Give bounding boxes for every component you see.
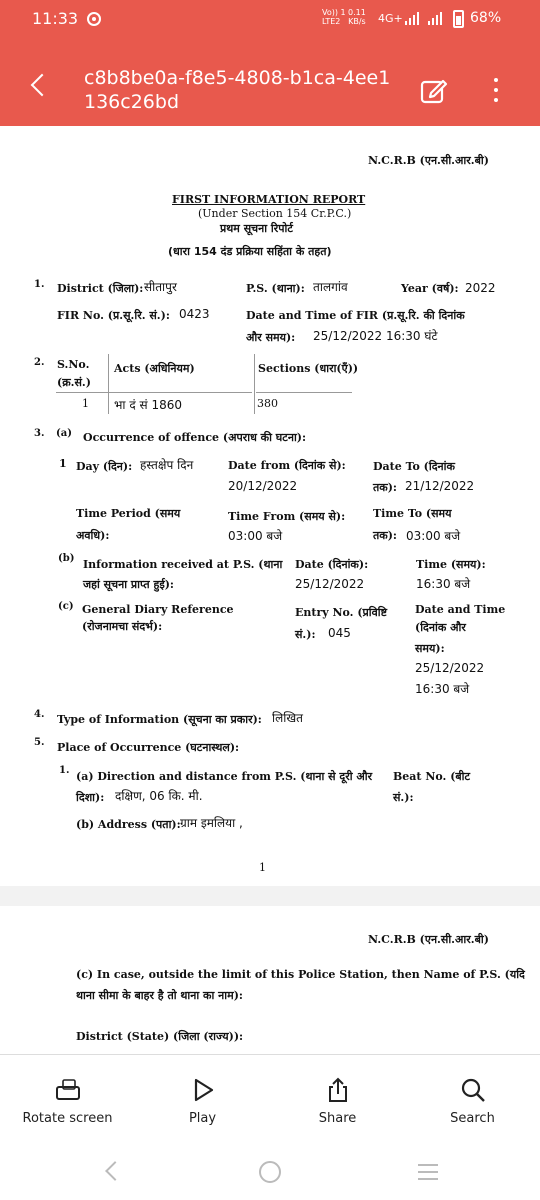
- battery-percent: 68%: [470, 10, 502, 26]
- district-state-label: District (State) (जिला (राज्य)):: [76, 1030, 244, 1043]
- volte-label: Vo)) 1: [322, 8, 346, 17]
- battery-icon: [453, 10, 464, 28]
- section-3b-label: (b): [58, 553, 75, 564]
- date-to-value: 21/12/2022: [405, 479, 475, 493]
- section-3-number: 3.: [34, 428, 45, 439]
- document-page-1: [0, 126, 540, 886]
- date-from-value: 20/12/2022: [228, 479, 298, 493]
- page-number: 1: [259, 861, 266, 874]
- direction-value: दक्षिण, 06 कि. मी.: [115, 789, 203, 803]
- table-divider: [56, 392, 252, 393]
- info-received-label-2: जहां सूचना प्राप्त हुई):: [83, 578, 174, 591]
- address-value: ग्राम इमलिया ,: [180, 816, 243, 830]
- occurrence-row-number: 1: [59, 457, 67, 470]
- table-divider: [256, 392, 352, 393]
- place-row-number: 1.: [59, 765, 70, 776]
- time-from-value: 03:00 बजे: [228, 529, 283, 543]
- play-label: Play: [188, 1111, 217, 1126]
- date-to-label-2: तक):: [373, 481, 397, 494]
- rotate-screen-button[interactable]: [0, 1055, 135, 1145]
- edit-icon[interactable]: [420, 76, 448, 104]
- more-vert-icon[interactable]: [494, 78, 500, 104]
- rotate-screen-label: Rotate screen: [22, 1111, 113, 1126]
- ps-value: तालगांव: [313, 280, 348, 294]
- document-title: c8b8be0a-f8e5-4808-b1ca-4ee1 136c26bd: [84, 67, 391, 113]
- document-viewer[interactable]: [0, 126, 540, 1054]
- fir-title: FIRST INFORMATION REPORT: [172, 193, 366, 206]
- acts-row-sno: 1: [82, 397, 89, 410]
- table-divider: [254, 354, 255, 414]
- fir-subtitle: (Under Section 154 Cr.P.C.): [198, 207, 352, 220]
- share-label: Share: [318, 1111, 357, 1126]
- network-speed: [348, 8, 366, 26]
- fir-datetime-label-2: और समय):: [246, 331, 296, 344]
- nav-recents-icon[interactable]: [418, 1164, 438, 1185]
- search-button[interactable]: [405, 1055, 540, 1145]
- play-button[interactable]: [135, 1055, 270, 1145]
- speed-value: 0.11: [348, 8, 366, 17]
- status-time: 11:33: [32, 9, 79, 28]
- bottom-action-bar: [0, 1054, 540, 1144]
- entry-no-value: 045: [328, 626, 351, 640]
- info-time-label: Time (समय):: [416, 558, 486, 571]
- volte-indicator: [322, 8, 346, 26]
- date-from-label: Date from (दिनांक से):: [228, 459, 346, 472]
- info-type-value: लिखित: [272, 711, 304, 725]
- play-icon: [190, 1077, 216, 1103]
- sno-label-hindi: (क्र.सं.): [57, 376, 91, 389]
- gd-reference-label-2: (रोजनामचा संदर्भ):: [82, 620, 163, 633]
- entry-no-label: Entry No. (प्रविष्टि: [295, 606, 388, 619]
- document-page-2: [0, 906, 540, 1054]
- chrome-icon: [87, 12, 101, 26]
- fir-title-hindi: प्रथम सूचना रिपोर्ट: [220, 222, 293, 235]
- acts-row-act: भा दं सं 1860: [114, 398, 183, 412]
- share-button[interactable]: [270, 1055, 405, 1145]
- acts-row-section: 380: [257, 397, 278, 410]
- sections-label: Sections (धारा(एँ)): [258, 362, 359, 375]
- time-to-label-2: तक):: [373, 529, 397, 542]
- time-from-label: Time From (समय से):: [228, 510, 346, 523]
- fir-subtitle-hindi: (धारा 154 दंड प्रक्रिया सहिंता के तहत): [168, 245, 332, 258]
- place-label: Place of Occurrence (घटनास्थल):: [57, 741, 240, 754]
- day-label: Day (दिन):: [76, 460, 133, 473]
- entry-no-label-2: सं.):: [295, 628, 316, 641]
- fir-datetime-value: 25/12/2022 16:30 घंटे: [313, 329, 438, 343]
- sno-label: S.No.: [57, 358, 90, 371]
- info-time-value: 16:30 बजे: [416, 577, 471, 591]
- direction-label: (a) Direction and distance from P.S. (थाना से दूरी और: [76, 770, 373, 783]
- section-3c-label: (c): [58, 601, 74, 612]
- gd-time-value: 16:30 बजे: [415, 682, 470, 696]
- time-period-label-2: अवधि):: [76, 529, 110, 542]
- network-type: 4G+: [378, 12, 403, 25]
- info-type-label: Type of Information (सूचना का प्रकार):: [57, 713, 262, 726]
- district-value: सीतापुर: [144, 280, 177, 294]
- outside-limit-label: (c) In case, outside the limit of this Police Station, then Name of P.S. (यदि: [76, 968, 525, 981]
- section-2-number: 2.: [34, 357, 45, 368]
- gd-datetime-label: Date and Time: [415, 603, 506, 616]
- gd-date-value: 25/12/2022: [415, 661, 485, 675]
- app-bar: [0, 40, 540, 126]
- direction-label-2: दिशा):: [76, 791, 105, 804]
- fir-datetime-label: Date and Time of FIR (प्र.सू.रि. की दिनांक: [246, 309, 465, 322]
- section-1-number: 1.: [34, 279, 45, 290]
- speed-unit: KB/s: [348, 17, 366, 26]
- lte-label: LTE2: [322, 17, 341, 26]
- system-nav-bar: [0, 1144, 540, 1200]
- section-5-number: 5.: [34, 737, 45, 748]
- date-to-label: Date To (दिनांक: [373, 460, 455, 473]
- gd-datetime-label-2: (दिनांक और: [415, 621, 466, 634]
- info-received-label: Information received at P.S. (थाना: [83, 558, 283, 571]
- acts-label: Acts (अधिनियम): [114, 362, 195, 375]
- nav-home-icon[interactable]: [259, 1161, 281, 1183]
- time-to-label: Time To (समय: [373, 507, 452, 520]
- info-date-value: 25/12/2022: [295, 577, 365, 591]
- outside-limit-label-2: थाना सीमा के बाहर है तो थाना का नाम):: [76, 989, 243, 1002]
- time-to-value: 03:00 बजे: [406, 529, 461, 543]
- nav-back-icon[interactable]: [105, 1161, 125, 1181]
- beat-no-label-2: सं.):: [393, 791, 414, 804]
- gd-datetime-label-3: समय):: [415, 642, 445, 655]
- chevron-left-icon[interactable]: [31, 74, 54, 97]
- time-period-label: Time Period (समय: [76, 507, 181, 520]
- section-4-number: 4.: [34, 709, 45, 720]
- table-divider: [108, 354, 109, 414]
- signal-icon: [405, 11, 419, 25]
- status-bar: [0, 0, 540, 40]
- page-separator: [0, 886, 540, 906]
- ps-label: P.S. (थाना):: [246, 282, 305, 295]
- search-icon: [460, 1077, 486, 1103]
- search-label: Search: [450, 1111, 495, 1126]
- info-date-label: Date (दिनांक):: [295, 558, 369, 571]
- year-label: Year (वर्ष):: [401, 282, 459, 295]
- beat-no-label: Beat No. (बीट: [393, 770, 471, 783]
- signal-icon-2: [428, 11, 442, 25]
- gd-reference-label: General Diary Reference: [82, 603, 234, 616]
- section-3a-label: (a): [56, 428, 72, 439]
- address-label: (b) Address (पता):: [76, 818, 181, 831]
- share-icon: [325, 1077, 351, 1103]
- day-value: हस्तक्षेप दिन: [140, 458, 194, 472]
- rotate-screen-icon: [55, 1077, 81, 1103]
- year-value: 2022: [465, 281, 496, 295]
- fir-no-value: 0423: [179, 307, 210, 321]
- ncrb-header-page-2: N.C.R.B (एन.सी.आर.बी): [368, 933, 489, 946]
- district-label: District (जिला):: [57, 282, 144, 295]
- occurrence-label: Occurrence of offence (अपराध की घटना):: [83, 431, 307, 444]
- ncrb-header: N.C.R.B (एन.सी.आर.बी): [368, 154, 489, 167]
- fir-no-label: FIR No. (प्र.सू.रि. सं.):: [57, 309, 170, 322]
